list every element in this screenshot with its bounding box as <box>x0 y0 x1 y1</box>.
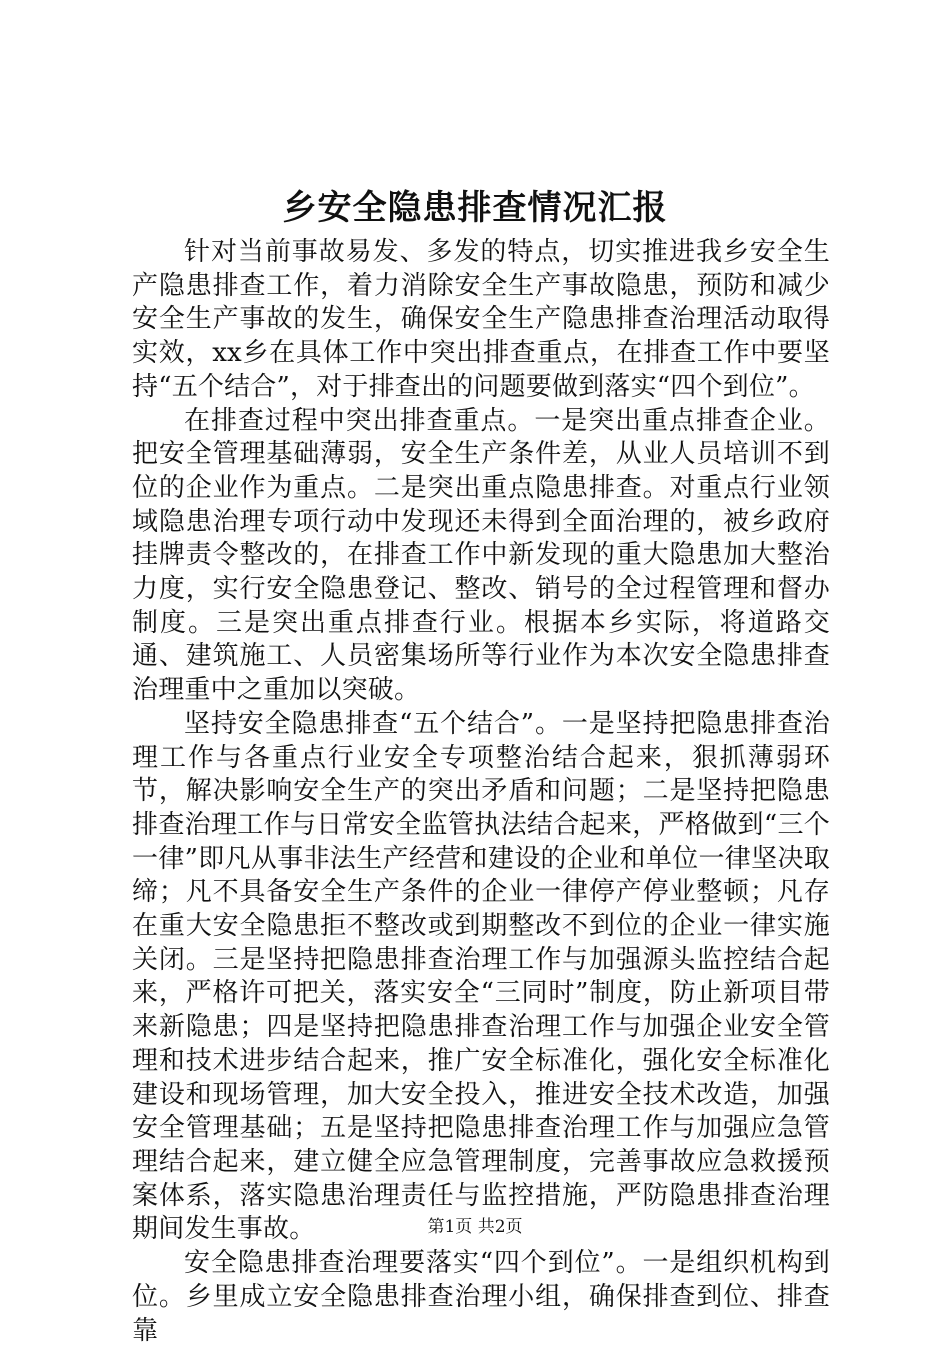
document-body <box>132 236 830 1348</box>
paragraph-3: 坚持安全隐患排查“五个结合”。一是坚持把隐患排查治理工作与各重点行业安全专项整治结合起来，狠抓薄弱环节，解决影响安全生产的突出矛盾和问题；二是坚持把隐患排查治理工作与日常安全监管执法结合起来，严格做到“三个一律”即凡从事非法生产经营和建设的企业和单位一律坚决取缔；凡不具备安全生产条件的企业一律停产停业整顿；凡存在重大安全隐患拒不整改或到期整改不到位的企业一律实施关闭。三是坚持把隐患排查治理工作与加强源头监控结合起来，严格许可把关，落实安全“三同时”制度，防止新项目带来新隐患；四是坚持把隐患排查治理工作与加强企业安全管理和技术进步结合起来，推广安全标准化，强化安全标准化建设和现场管理，加大安全投入，推进安全技术改造，加强安全管理基础；五是坚持把隐患排查治理工作与加强应急管理结合起来，建立健全应急管理制度，完善事故应急救援预案体系，落实隐患治理责任与监控措施，严防隐患排查治理期间发生事故。 <box>132 708 830 1245</box>
paragraph-4: 安全隐患排查治理要落实“四个到位”。一是组织机构到位。乡里成立安全隐患排查治理小组，确保排查到位、排查靠 <box>132 1248 830 1346</box>
paragraph-2: 在排查过程中突出排查重点。一是突出重点排查企业。把安全管理基础薄弱，安全生产条件差，从业人员培训不到位的企业作为重点。二是突出重点隐患排查。对重点行业领域隐患治理专项行动中发现还未得到全面治理的，被乡政府挂牌责令整改的，在排查工作中新发现的重大隐患加大整治力度，实行安全隐患登记、整改、销号的全过程管理和督办制度。三是突出重点排查行业。根据本乡实际，将道路交通、建筑施工、人员密集场所等行业作为本次安全隐患排查治理重中之重加以突破。 <box>132 405 830 706</box>
paragraph-1: 针对当前事故易发、多发的特点，切实推进我乡安全生产隐患排查工作，着力消除安全生产事故隐患，预防和减少安全生产事故的发生，确保安全生产隐患排查治理活动取得实效，xx乡在具体工作中突出排查重点，在排查工作中要坚持“五个结合”，对于排查出的问题要做到落实“四个到位”。 <box>132 237 830 402</box>
page-number: 第1页 共2页 <box>427 1217 523 1237</box>
page-title: 乡安全隐患排查情况汇报 <box>282 188 668 228</box>
